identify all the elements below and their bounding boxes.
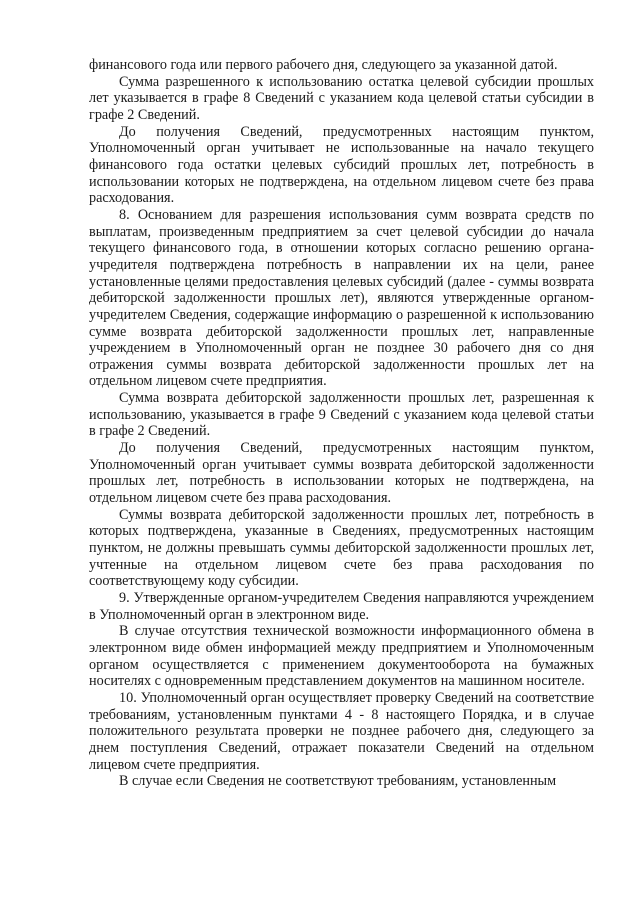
document-body — [89, 57, 594, 790]
paragraph-item-9: 9. Утвержденные органом-учредителем Сведения направляются учреждением в Уполномоченный орган в электронном виде. — [89, 590, 594, 623]
paragraph-receivables-limit: Суммы возврата дебиторской задолженности прошлых лет, потребность в которых подтверждена, указанные в Сведениях, предусмотренных настоящим пунктом, не должны превышать суммы дебиторской задолженности прошлых лет, учтенные на отдельном лицевом счете без права расходования по соответствующему коду субсидии. — [89, 506, 594, 590]
paragraph-noncompliance: В случае если Сведения не соответствуют требованиям, установленным — [119, 773, 557, 790]
paragraph-item-10: 10. Уполномоченный орган осуществляет проверку Сведений на соответствие требованиям, установленным пунктами 4 - 8 настоящего Порядка, и в случае положительного результата проверки не позднее рабочего дня, следующего за днем поступления Сведений, отражает показатели Сведений на отдельном лицевом счете предприятия. — [89, 689, 594, 773]
paragraph-before-info-receivables: До получения Сведений, предусмотренных настоящим пунктом, Уполномоченный орган учитывает суммы возврата дебиторской задолженности прошлых лет, потребность в использовании которых не подтверждена, на отдельном лицевом счете без права расходования. — [89, 440, 594, 507]
paragraph-item-8: 8. Основанием для разрешения использования сумм возврата средств по выплатам, произведенным предприятием за счет целевой субсидии до начала текущего финансового года, в отношении которых согласно решению органа-учредителя подтверждена потребность в направлении их на цели, ранее установленные целями предоставления целевых субсидий (далее - суммы возврата дебиторской задолженности прошлых лет), являются утвержденные органом-учредителем Сведения, содержащие информацию о разрешенной к использованию сумме возврата дебиторской задолженности прошлых лет, направленные учреждением в Уполномоченный орган не позднее 30 рабочего дня со дня отражения суммы возврата дебиторской задолженности прошлых лет на отдельном лицевом счете предприятия. — [89, 206, 594, 390]
paragraph-paper-exchange: В случае отсутствия технической возможности информационного обмена в электронном виде обмен информацией между предприятием и Уполномоченным органом осуществляется с применением документооборота на бумажных носителях с одновременным представлением документов на машинном носителе. — [89, 623, 594, 690]
paragraph-receivables-amount: Сумма возврата дебиторской задолженности прошлых лет, разрешенная к использованию, указывается в графе 9 Сведений с указанием кода целевой статьи в графе 2 Сведений. — [89, 390, 594, 440]
paragraph-continuation: финансового года или первого рабочего дня, следующего за указанной датой. — [89, 57, 558, 73]
paragraph-before-info-balances: До получения Сведений, предусмотренных настоящим пунктом, Уполномоченный орган учитывает не использованные на начало текущего финансового года остатки целевых субсидий прошлых лет, потребность в использовании которых не подтверждена, на отдельном лицевом счете без права расходования. — [89, 123, 594, 207]
paragraph-remaining-subsidy: Сумма разрешенного к использованию остатка целевой субсидии прошлых лет указывается в графе 8 Сведений с указанием кода целевой статьи субсидии в графе 2 Сведений. — [89, 73, 594, 123]
